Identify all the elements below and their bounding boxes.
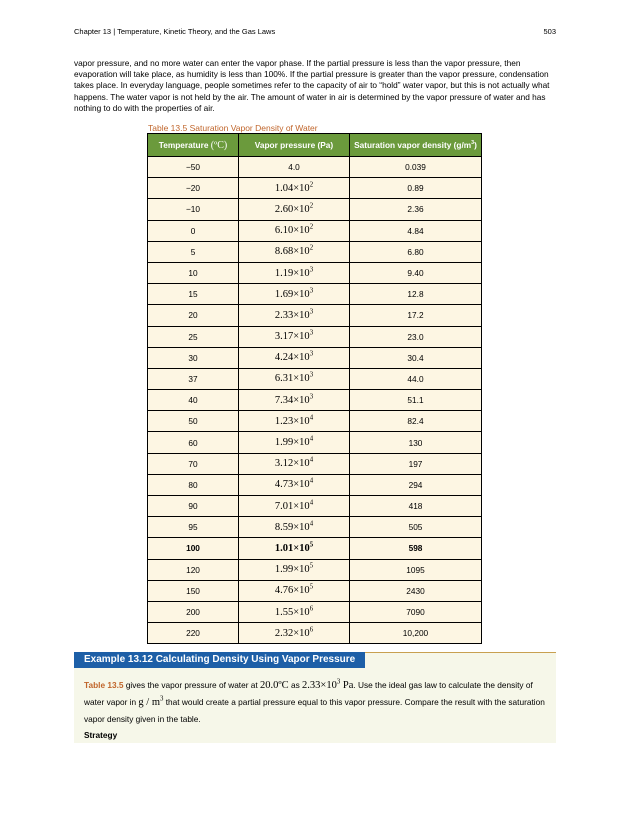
table-row <box>148 326 482 347</box>
temperature-cell: 25 <box>148 326 239 347</box>
page-header <box>74 27 556 36</box>
density-cell: 598 <box>350 538 482 559</box>
vapor-pressure-cell: 4.0 <box>239 157 350 178</box>
table-row <box>148 601 482 622</box>
page-number: 503 <box>543 27 556 36</box>
table-row <box>148 496 482 517</box>
vapor-pressure-cell: $1.04\times 10^2$ <box>239 178 350 199</box>
density-cell: 10,200 <box>350 623 482 644</box>
density-cell: 44.0 <box>350 368 482 389</box>
table-reference-link[interactable]: Table 13.5 <box>84 680 124 690</box>
temperature-cell: 80 <box>148 474 239 495</box>
temperature-cell: 90 <box>148 496 239 517</box>
vapor-pressure-cell: $1.99\times 10^5$ <box>239 559 350 580</box>
strategy-heading: Strategy <box>84 730 118 740</box>
temperature-cell: 220 <box>148 623 239 644</box>
temperature-cell: 95 <box>148 517 239 538</box>
density-cell: 6.80 <box>350 241 482 262</box>
vapor-pressure-cell: $6.31\times 10^3$ <box>239 368 350 389</box>
table-row <box>148 432 482 453</box>
table-row <box>148 284 482 305</box>
density-cell: 17.2 <box>350 305 482 326</box>
vapor-pressure-cell: $1.23\times 10^4$ <box>239 411 350 432</box>
density-cell: 4.84 <box>350 220 482 241</box>
temperature-cell: 20 <box>148 305 239 326</box>
density-cell: 2.36 <box>350 199 482 220</box>
temperature-cell: 5 <box>148 241 239 262</box>
table-row <box>148 538 482 559</box>
density-cell: 2430 <box>350 580 482 601</box>
density-cell: 197 <box>350 453 482 474</box>
temperature-cell: 150 <box>148 580 239 601</box>
temperature-cell: 70 <box>148 453 239 474</box>
temperature-cell: 30 <box>148 347 239 368</box>
vapor-pressure-cell: $4.24\times 10^3$ <box>239 347 350 368</box>
vapor-pressure-cell: $7.01\times 10^4$ <box>239 496 350 517</box>
density-cell: 130 <box>350 432 482 453</box>
density-cell: 1095 <box>350 559 482 580</box>
table-row <box>148 199 482 220</box>
table-row <box>148 559 482 580</box>
vapor-pressure-cell: $1.55\times 10^6$ <box>239 601 350 622</box>
example-box <box>74 652 556 743</box>
example-title: Example 13.12 Calculating Density Using Vapor Pressure <box>74 652 365 668</box>
table-row <box>148 517 482 538</box>
table-row <box>148 347 482 368</box>
temperature-cell: 120 <box>148 559 239 580</box>
temperature-value: 20.0ºC <box>260 680 289 691</box>
table-row <box>148 474 482 495</box>
temperature-cell: 15 <box>148 284 239 305</box>
density-cell: 418 <box>350 496 482 517</box>
density-cell: 294 <box>350 474 482 495</box>
temperature-cell: 0 <box>148 220 239 241</box>
temperature-cell: 40 <box>148 390 239 411</box>
density-unit: g / $m^3$ <box>138 695 164 708</box>
col-density: Saturation vapor density $(g/m^3)$ <box>350 134 482 157</box>
vapor-pressure-cell: $6.10\times 10^2$ <box>239 220 350 241</box>
density-cell: 7090 <box>350 601 482 622</box>
table-row <box>148 390 482 411</box>
temperature-cell: −20 <box>148 178 239 199</box>
example-body: Table 13.5 gives the vapor pressure of water at 20.0ºC as $2.33\times 10^3$ Pa. Use the ideal gas law to calculate the density of water vapor in g / $m^3$ that would create a partial pressure equal to this vapor pressure. Compare the result with the saturation vapor density given in the table. Strategy <box>84 677 546 743</box>
density-cell: 505 <box>350 517 482 538</box>
table-row <box>148 220 482 241</box>
vapor-pressure-cell: $4.76\times 10^5$ <box>239 580 350 601</box>
table-row <box>148 368 482 389</box>
vapor-pressure-cell: $1.01\times 10^5$ <box>239 538 350 559</box>
vapor-pressure-cell: $7.34\times 10^3$ <box>239 390 350 411</box>
density-cell: 12.8 <box>350 284 482 305</box>
table-row <box>148 262 482 283</box>
temperature-cell: 200 <box>148 601 239 622</box>
density-cell: 30.4 <box>350 347 482 368</box>
vapor-pressure-cell: $4.73\times 10^4$ <box>239 474 350 495</box>
temperature-cell: −10 <box>148 199 239 220</box>
temperature-cell: 60 <box>148 432 239 453</box>
vapor-pressure-cell: $2.33\times 10^3$ <box>239 305 350 326</box>
table-row <box>148 623 482 644</box>
density-cell: 0.89 <box>350 178 482 199</box>
temperature-cell: 100 <box>148 538 239 559</box>
pressure-value: $2.33\times 10^3$ Pa <box>302 678 354 691</box>
vapor-pressure-cell: $2.60\times 10^2$ <box>239 199 350 220</box>
table-row <box>148 305 482 326</box>
density-cell: 9.40 <box>350 262 482 283</box>
intro-paragraph: vapor pressure, and no more water can enter the vapor phase. If the partial pressure is less than the vapor pressure, then evaporation will take place, as humidity is less than 100%. If the partial pressure is greater than the vapor pressure, condensation takes place. In everyday language, people sometimes refer to the capacity of air to “hold” water vapor, but this is not actually what happens. The water vapor is not held by the air. The amount of water in air is determined by the vapor pressure of water and has nothing to do with the properties of air. <box>74 58 550 113</box>
table-row <box>148 580 482 601</box>
density-cell: 23.0 <box>350 326 482 347</box>
col-vapor-pressure: Vapor pressure (Pa) <box>239 134 350 157</box>
vapor-pressure-cell: $1.99\times 10^4$ <box>239 432 350 453</box>
col-temperature: Temperature (ºC) <box>148 134 239 157</box>
vapor-pressure-cell: $1.19\times 10^3$ <box>239 262 350 283</box>
vapor-pressure-cell: $2.32\times 10^6$ <box>239 623 350 644</box>
vapor-pressure-cell: $8.59\times 10^4$ <box>239 517 350 538</box>
table-row <box>148 241 482 262</box>
table-row <box>148 157 482 178</box>
table-row <box>148 411 482 432</box>
density-cell: 82.4 <box>350 411 482 432</box>
vapor-pressure-cell: $3.17\times 10^3$ <box>239 326 350 347</box>
table-row <box>148 453 482 474</box>
density-cell: 0.039 <box>350 157 482 178</box>
table-header-row <box>148 134 482 157</box>
temperature-cell: 50 <box>148 411 239 432</box>
temperature-cell: −50 <box>148 157 239 178</box>
vapor-density-table <box>147 133 482 644</box>
temperature-cell: 10 <box>148 262 239 283</box>
table-caption: Table 13.5 Saturation Vapor Density of Water <box>148 123 318 133</box>
vapor-pressure-cell: $3.12\times 10^4$ <box>239 453 350 474</box>
density-cell: 51.1 <box>350 390 482 411</box>
chapter-title: Chapter 13 | Temperature, Kinetic Theory, and the Gas Laws <box>74 27 276 36</box>
vapor-pressure-cell: $1.69\times 10^3$ <box>239 284 350 305</box>
table-row <box>148 178 482 199</box>
temperature-cell: 37 <box>148 368 239 389</box>
vapor-pressure-cell: $8.68\times 10^2$ <box>239 241 350 262</box>
